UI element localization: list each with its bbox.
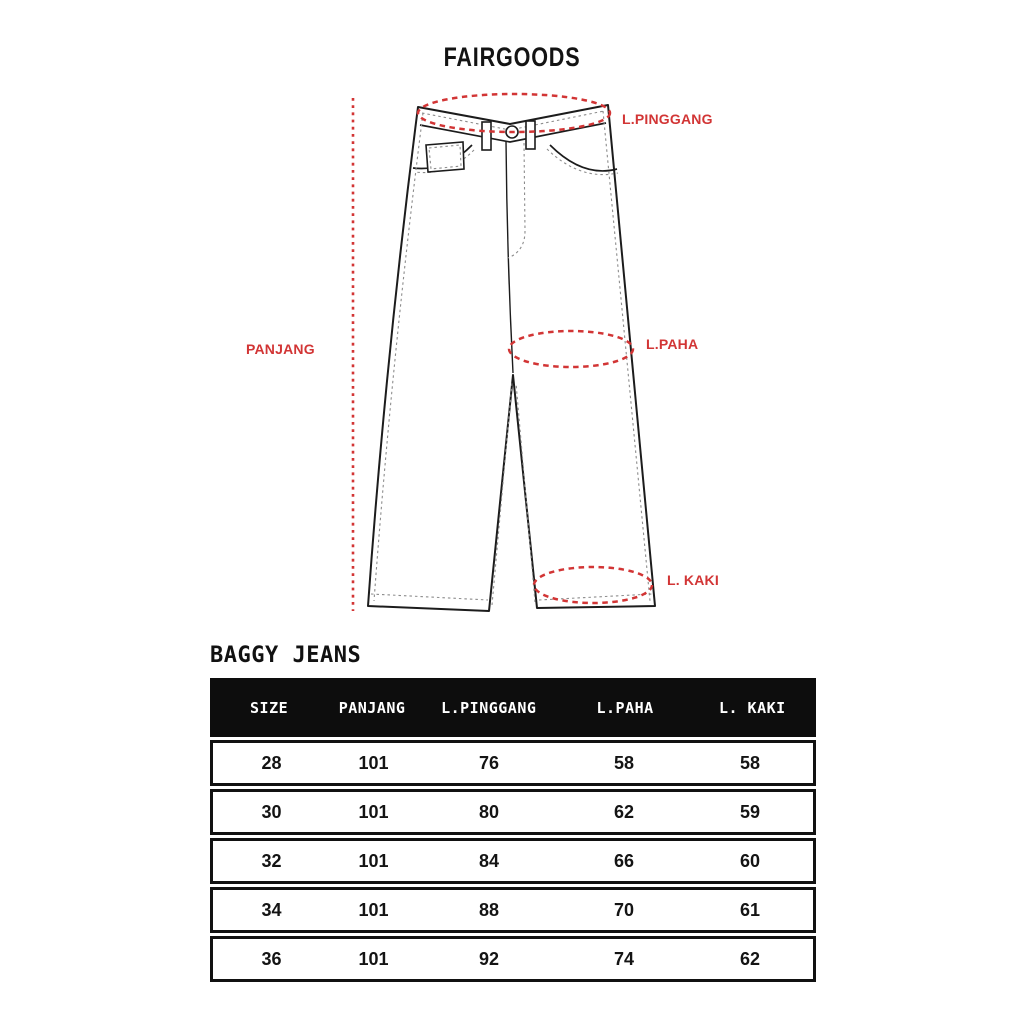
cell-pinggang: 80 bbox=[478, 801, 500, 822]
cell-paha: 66 bbox=[613, 850, 635, 871]
cell-size: 32 bbox=[261, 850, 282, 871]
header-cell-pinggang: L.PINGGANG bbox=[441, 698, 537, 717]
jeans-technical-drawing bbox=[340, 85, 740, 625]
header-cell-kaki: L. KAKI bbox=[718, 698, 786, 717]
product-title: BAGGY JEANS bbox=[210, 643, 362, 668]
cell-pinggang: 92 bbox=[478, 948, 500, 969]
table-row bbox=[210, 789, 816, 835]
cell-panjang: 101 bbox=[358, 801, 389, 822]
cell-panjang: 101 bbox=[358, 948, 389, 969]
cell-paha: 70 bbox=[613, 899, 635, 920]
cell-pinggang: 84 bbox=[478, 850, 500, 871]
header-cell-paha: L.PAHA bbox=[596, 698, 654, 717]
cell-size: 36 bbox=[261, 948, 282, 969]
brand-logo: FAIRGOODS bbox=[443, 42, 581, 72]
belt-loop-left bbox=[482, 122, 491, 150]
measure-label-thigh: L.PAHA bbox=[646, 336, 699, 352]
cell-kaki: 59 bbox=[739, 801, 761, 822]
table-row bbox=[210, 887, 816, 933]
table-row bbox=[210, 936, 816, 982]
measure-label-leg-opening: L. KAKI bbox=[667, 572, 719, 588]
header-cell-size: SIZE bbox=[250, 698, 289, 717]
cell-panjang: 101 bbox=[358, 899, 389, 920]
cell-kaki: 60 bbox=[739, 850, 761, 871]
cell-size: 28 bbox=[261, 752, 282, 773]
cell-kaki: 61 bbox=[739, 899, 761, 920]
cell-pinggang: 88 bbox=[478, 899, 500, 920]
measure-label-length: PANJANG bbox=[246, 341, 315, 357]
cell-paha: 62 bbox=[613, 801, 635, 822]
cell-kaki: 58 bbox=[739, 752, 761, 773]
header-cell-panjang: PANJANG bbox=[338, 698, 406, 717]
cell-size: 34 bbox=[261, 899, 282, 920]
cell-size: 30 bbox=[261, 801, 282, 822]
size-table bbox=[210, 678, 816, 982]
cell-pinggang: 76 bbox=[478, 752, 500, 773]
cell-paha: 58 bbox=[613, 752, 635, 773]
size-table-header bbox=[210, 678, 816, 737]
table-row bbox=[210, 838, 816, 884]
cell-panjang: 101 bbox=[358, 850, 389, 871]
cell-panjang: 101 bbox=[358, 752, 389, 773]
table-row bbox=[210, 740, 816, 786]
cell-kaki: 62 bbox=[739, 948, 761, 969]
belt-loop-right bbox=[526, 121, 535, 149]
measure-label-waist: L.PINGGANG bbox=[622, 111, 713, 127]
jeans-outline bbox=[368, 105, 655, 611]
cell-paha: 74 bbox=[613, 948, 635, 969]
